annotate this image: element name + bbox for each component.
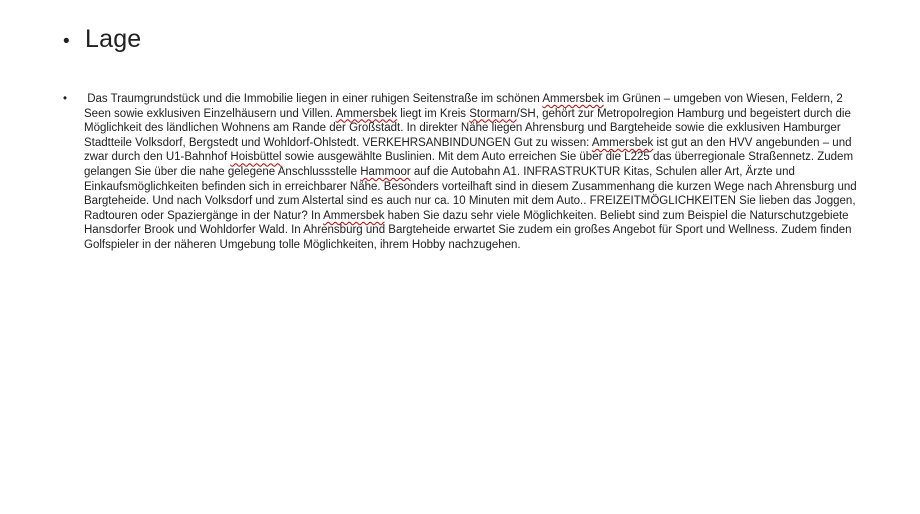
text-segment: Das Traumgrundstück und die Immobilie liegen in einer ruhigen Seitenstraße im schönen: [84, 93, 543, 105]
slide-title-item: [63, 25, 141, 54]
text-segment: im Grünen – umgeben von Wiesen, Feldern, 2 Seen sowie exklusiven Einzelhäusern und Villen.: [84, 93, 846, 120]
misspelled-word: Ammersbek: [323, 209, 385, 222]
text-segment: auf die Autobahn A1. INFRASTRUKTUR Kitas, Schulen aller Art, Ärzte und Einkaufsmöglichkeiten befinden sich in erreichbarer Nähe. Besonders vorteilhaft sind in diesem Zusammenhang die kurzen Wege nach Ahrensburg und Bargteheide. Und nach Volksdorf und zum Alstertal sind es auch nur ca. 10 Minuten mit dem Auto.. FREIZEITMÖGLICHKEITEN Sie lieben das Joggen, Radtouren oder Spaziergänge in der Natur? In: [84, 165, 860, 222]
text-segment: /SH, gehört zur Metropolregion Hamburg und begeistert durch die Möglichkeit des ländlichen Wohnens am Rande der Großstadt. In direkter Nähe liegen Ahrensburg und Bargteheide sowie die exklusiven Hamburger Stadtteile Volksdorf, Bergstedt und Wohldorf-Ohlstedt. VERKEHRSANBINDUNGEN Gut zu wissen:: [84, 107, 855, 149]
page-title: Lage: [85, 25, 142, 53]
misspelled-word: Hammoor: [360, 165, 411, 178]
body-bullet-item: [63, 92, 864, 253]
misspelled-word: Stormarn: [469, 107, 517, 120]
text-segment: sowie ausgewählte Buslinien. Mit dem Auto erreichen Sie über die L225 das überregionale Straßennetz. Zudem gelangen Sie über die nahe gelegene Anschlussstelle: [84, 151, 857, 178]
misspelled-word: Ammersbek: [335, 107, 398, 120]
misspelled-word: Ammersbek: [591, 136, 654, 149]
body-bullet: •: [63, 93, 68, 105]
text-segment: liegt im Kreis: [397, 107, 470, 120]
body-paragraph: [84, 92, 864, 253]
text-segment: ist gut an den HVV angebunden – und zwar durch den U1-Bahnhof: [84, 136, 855, 164]
misspelled-word: Ammersbek: [542, 93, 604, 105]
title-bullet: •: [63, 31, 70, 52]
text-segment: haben Sie dazu sehr viele Möglichkeiten. Beliebt sind zum Beispiel die Naturschutzgebiete Hansdorfer Brook und Wohldorfer Wald. In Ahrensburg und Bargteheide erwartet Sie zudem ein großes Angebot für Sport und Wellness. Zudem finden Golfspieler in der näheren Umgebung tolle Möglichkeiten, ihrem Hobby nachzugehen.: [84, 209, 855, 251]
misspelled-word: Hoisbüttel: [230, 151, 282, 164]
